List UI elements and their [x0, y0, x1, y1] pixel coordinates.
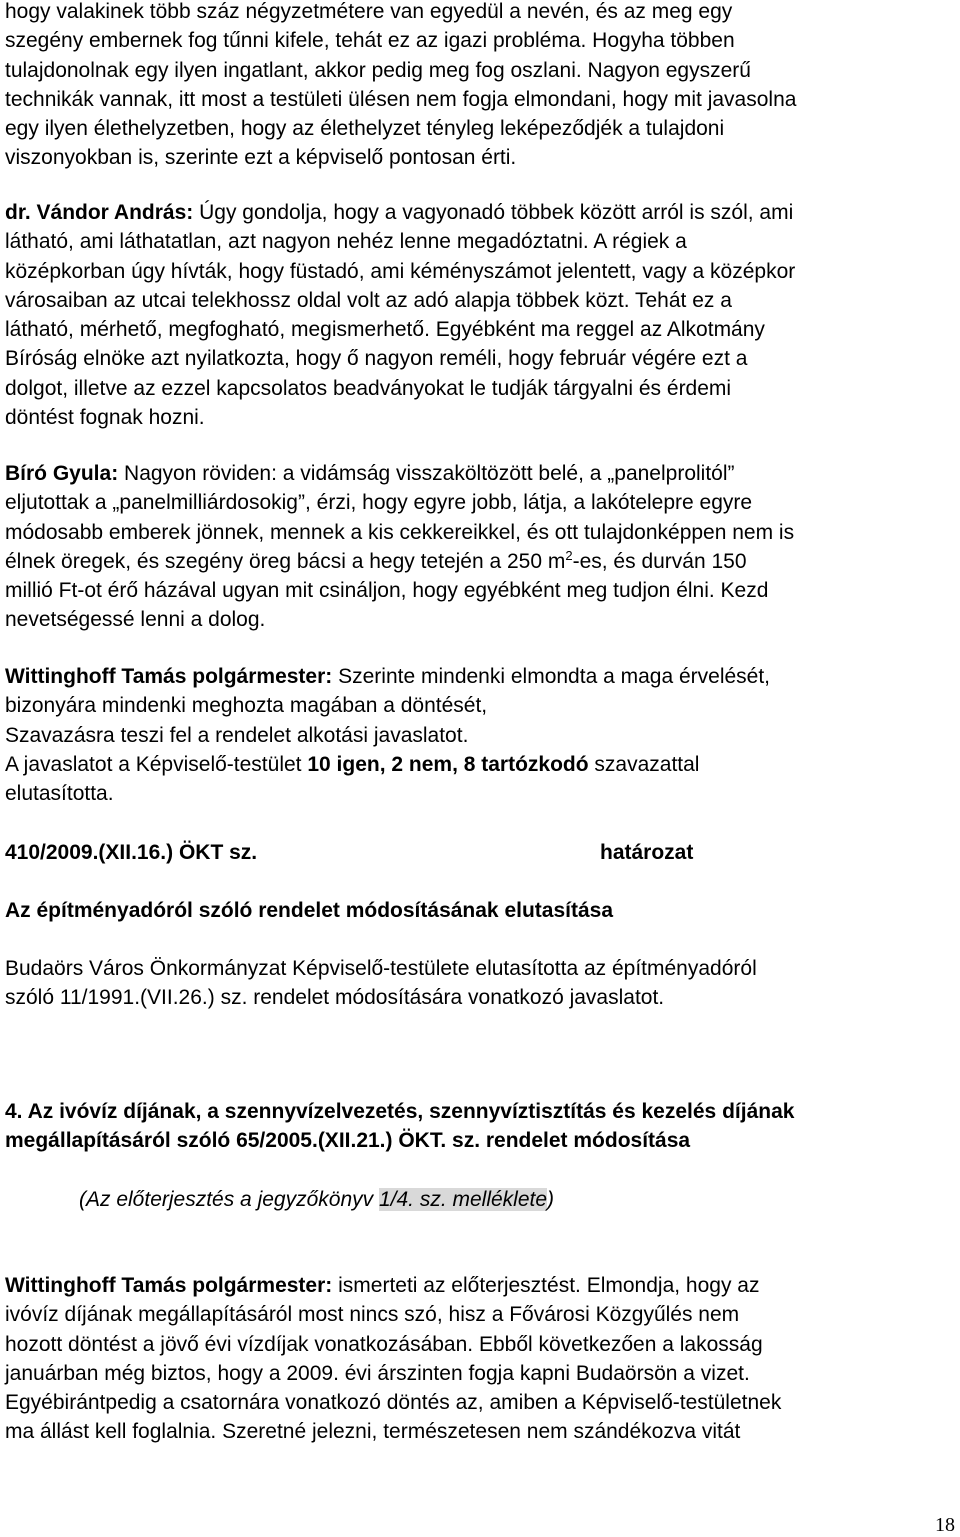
- text-line: [5, 547, 955, 576]
- speech-text: Nagyon röviden: a vidámság visszaköltözött belé, a „panelprolitól”: [118, 462, 735, 485]
- speaker-name: Bíró Gyula:: [5, 462, 119, 485]
- speech-text: Szerinte mindenki elmondta a maga érvelését,: [332, 665, 771, 688]
- text-line: látható, mérhető, megfogható, megismerhető. Egyébként ma reggel az Alkotmány: [5, 318, 765, 342]
- text-line: ivóvíz díjának megállapításáról most nincs szó, hisz a Fővárosi Közgyűlés nem: [5, 1303, 740, 1327]
- agenda-item-4: [5, 1097, 955, 1156]
- text-line: Bíróság elnöke azt nyilatkozta, hogy ő nagyon reméli, hogy február végére ezt a: [5, 347, 748, 371]
- text-line: Egyébirántpedig a csatornára vonatkozó döntés az, amiben a Képviselő-testületnek: [5, 1391, 782, 1415]
- text-line: Budaörs Város Önkormányzat Képviselő-testülete elutasította az építményadóról: [5, 957, 757, 980]
- resolution-title: Az építményadóról szóló rendelet módosításának elutasítása: [5, 899, 614, 922]
- speech-text: Úgy gondolja, hogy a vagyonadó többek között arról is szól, ami: [193, 201, 794, 224]
- text-line: viszonyokban is, szerinte ezt a képviselő pontosan érti.: [5, 146, 517, 170]
- text-line: millió Ft-ot érő házával ugyan mit csináljon, hogy egyébként meg tudjon élni. Kezd: [5, 579, 769, 603]
- speech-wittinghoff-intro: [5, 1271, 955, 1447]
- text-span: szavazattal: [588, 752, 700, 776]
- text-span: A javaslatot a Képviselő-testület: [5, 752, 308, 776]
- text-line: januárban még biztos, hogy a 2009. évi árszinten fogja kapni Budaörsön a vizet.: [5, 1361, 750, 1385]
- vote-line: [5, 750, 955, 779]
- text-line: hozott döntést a jövő évi vízdíjak vonatkozásában. Ebből következően a lakosság: [5, 1332, 763, 1356]
- text-line: módosabb emberek jönnek, mennek a kis cekkereikkel, és ott tulajdonképpen nem is: [5, 520, 795, 544]
- text-line: dolgot, illetve az ezzel kapcsolatos beadványokat le tudják tárgyalni és érdemi: [5, 376, 732, 400]
- attachment-reference: [79, 1185, 554, 1214]
- text-line: látható, ami láthatatlan, azt nagyon nehéz lenne megadóztatni. A régiek a: [5, 230, 687, 254]
- speaker-name: Wittinghoff Tamás polgármester:: [5, 665, 333, 688]
- text-line: döntést fognak hozni.: [5, 406, 205, 430]
- text-line: Szavazásra teszi fel a rendelet alkotási javaslatot.: [5, 723, 469, 747]
- speaker-name: Wittinghoff Tamás polgármester:: [5, 1274, 333, 1297]
- text-line: nevetségessé lenni a dolog.: [5, 608, 266, 632]
- text-line: elutasította.: [5, 782, 114, 806]
- speech-text: ismerteti az előterjesztést. Elmondja, hogy az: [332, 1274, 760, 1297]
- superscript: 2: [565, 547, 573, 563]
- text-line: [5, 459, 955, 488]
- page-number: 18: [935, 1514, 955, 1536]
- text-line: eljutottak a „panelmilliárdosokig”, érzi, hogy egyre jobb, látja, a lakótelepre egyre: [5, 491, 753, 515]
- text-line: egy ilyen élethelyzetben, hogy az élethelyzet tényleg leképeződjék a tulajdoni: [5, 117, 725, 141]
- agenda-title-line: 4. Az ivóvíz díjának, a szennyvízelvezetés, szennyvíztisztítás és kezelés díjának: [5, 1100, 795, 1123]
- text-line: [5, 662, 955, 691]
- text-line: hogy valakinek több száz négyzetmétere van egyedül a nevén, és az meg egy: [5, 0, 733, 23]
- text-span: élnek öregek, és szegény öreg bácsi a hegy tetején a 250 m: [5, 549, 566, 573]
- speech-wittinghoff-vote: [5, 662, 955, 808]
- text-line: ma állást kell foglalnia. Szeretné jelezni, természetesen nem szándékozva vitát: [5, 1420, 741, 1444]
- agenda-title-line: megállapításáról szóló 65/2005.(XII.21.) ÖKT. sz. rendelet módosítása: [5, 1129, 691, 1153]
- speech-biro: [5, 459, 955, 635]
- resolution-body: [5, 954, 955, 1013]
- resolution-type: határozat: [600, 841, 694, 864]
- resolution-header: [5, 838, 955, 867]
- text-line: bizonyára mindenki meghozta magában a döntését,: [5, 694, 488, 718]
- paragraph-continuation: [5, 0, 955, 173]
- text-line: szóló 11/1991.(VII.26.) sz. rendelet módosítására vonatkozó javaslatot.: [5, 986, 665, 1010]
- text-line: [5, 1271, 955, 1300]
- text-line: középkorban úgy hívták, hogy füstadó, ami kéményszámot jelentett, vagy a középkor: [5, 259, 796, 283]
- speech-vandor: [5, 198, 955, 432]
- text-line: [5, 198, 955, 227]
- text-span: -es, és durván 150: [572, 549, 747, 573]
- text-line: tulajdonolnak egy ilyen ingatlant, akkor pedig meg fog oszlani. Nagyon egyszerű: [5, 58, 751, 82]
- text-span: (Az előterjesztés a jegyzőkönyv: [79, 1188, 379, 1211]
- text-line: városaiban az utcai telekhossz oldal volt az adó alapja többek közt. Tehát ez a: [5, 288, 732, 312]
- text-line: szegény embernek fog tűnni kifele, tehát ez az igazi probléma. Hogyha többen: [5, 29, 735, 53]
- text-line: technikák vannak, itt most a testületi ülésen nem fogja elmondani, hogy mit javasolna: [5, 87, 797, 111]
- attachment-link: 1/4. sz. melléklete: [378, 1188, 548, 1211]
- resolution-number: 410/2009.(XII.16.) ÖKT sz.: [5, 841, 258, 864]
- speaker-name: dr. Vándor András:: [5, 201, 194, 224]
- vote-result: 10 igen, 2 nem, 8 tartózkodó: [307, 752, 589, 776]
- text-span: ): [547, 1188, 555, 1211]
